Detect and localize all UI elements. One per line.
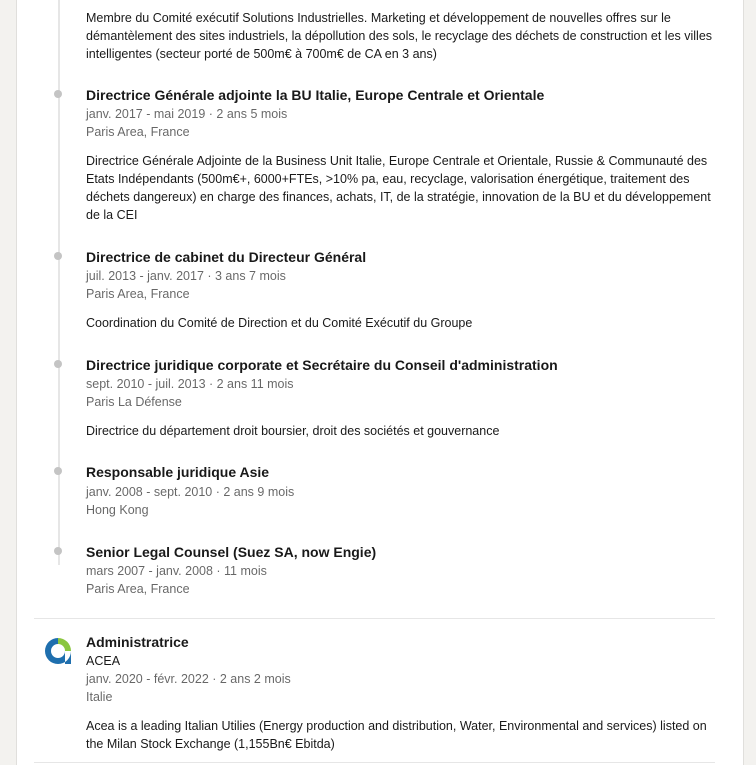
position-dates: sept. 2010 - juil. 2013 · 2 ans 11 mois (86, 377, 294, 391)
position-title[interactable]: Directrice Générale adjointe la BU Italie, Europe Centrale et Orientale (86, 87, 545, 103)
timeline-dot (54, 90, 62, 98)
position-description: Directrice Générale Adjointe de la Business Unit Italie, Europe Centrale et Orientale, Russie & Communauté des Etats Indépendants (500m€+, 6000+FTEs, >10% pa, eau, recyclage, valorisation énergétique, traitement des déchets dangereux) en charge des finances, achats, IT, de la stratégie, innovation de la BU et du développement de la CEI (86, 154, 711, 222)
acea-logo-icon[interactable] (43, 636, 73, 666)
position-description: Membre du Comité exécutif Solutions Industrielles. Marketing et développement de nouvelles offres sur le démantèlement des sites industriels, la dépollution des sols, le recyclage des déchets de construction et les villes intelligentes (secteur porté de 500m€ à 700m€ de CA en 3 ans) (86, 11, 713, 61)
position-title[interactable]: Directrice de cabinet du Directeur Général (86, 249, 367, 265)
position-location: Paris La Défense (86, 395, 182, 409)
position-location: Paris Area, France (86, 287, 190, 301)
position-description: Coordination du Comité de Direction et du Comité Exécutif du Groupe (86, 316, 473, 330)
position-description: Directrice du département droit boursier, droit des sociétés et gouvernance (86, 424, 500, 438)
position-title[interactable]: Administratrice (86, 634, 189, 650)
position-dates: juil. 2013 - janv. 2017 · 3 ans 7 mois (86, 269, 286, 283)
position-location: Paris Area, France (86, 125, 190, 139)
timeline-dot (54, 467, 62, 475)
timeline-dot (54, 547, 62, 555)
position-title[interactable]: Senior Legal Counsel (Suez SA, now Engie) (86, 544, 377, 560)
timeline-line (58, 0, 60, 565)
position-dates: janv. 2008 - sept. 2010 · 2 ans 9 mois (86, 485, 295, 499)
section-divider (34, 762, 715, 763)
section-divider (34, 618, 715, 619)
position-title[interactable]: Responsable juridique Asie (86, 464, 270, 480)
position-title[interactable]: Directrice juridique corporate et Secrétaire du Conseil d'administration (86, 357, 558, 373)
company-name[interactable]: ACEA (86, 654, 121, 668)
position-dates: janv. 2020 - févr. 2022 · 2 ans 2 mois (86, 672, 291, 686)
position-dates: janv. 2017 - mai 2019 · 2 ans 5 mois (86, 107, 288, 121)
position-dates: mars 2007 - janv. 2008 · 11 mois (86, 564, 267, 578)
timeline-dot (54, 252, 62, 260)
position-location: Hong Kong (86, 503, 149, 517)
position-location: Italie (86, 690, 113, 704)
position-location: Paris Area, France (86, 582, 190, 596)
position-description: Acea is a leading Italian Utilies (Energy production and distribution, Water, Environmental and services) listed on the Milan Stock Exchange (1,155Bn€ Ebitda) (86, 719, 707, 751)
timeline-dot (54, 360, 62, 368)
